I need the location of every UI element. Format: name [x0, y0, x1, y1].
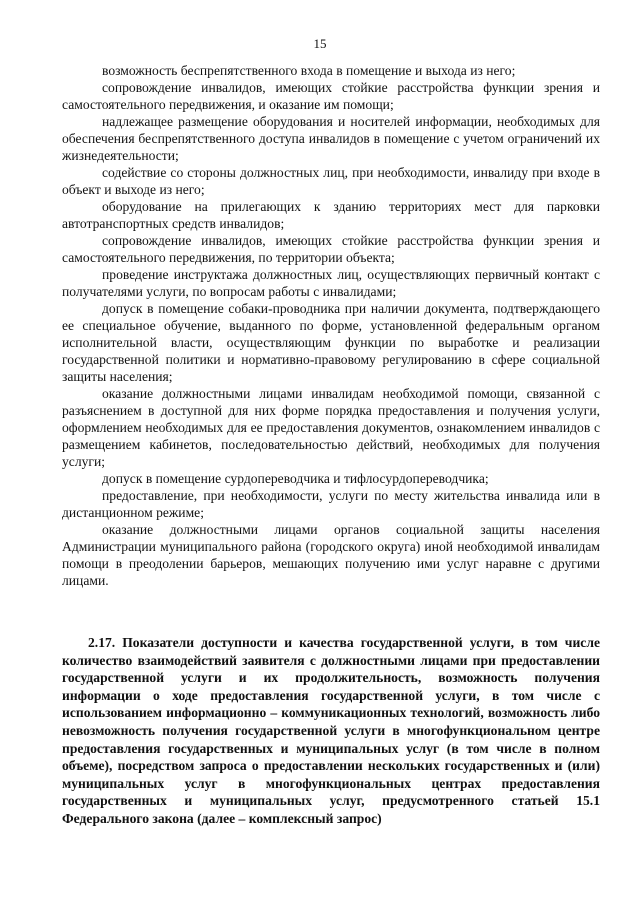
paragraph: содействие со стороны должностных лиц, при необходимости, инвалиду при входе в объект и выходе из него;: [62, 165, 600, 197]
paragraph: сопровождение инвалидов, имеющих стойкие расстройства функции зрения и самостоятельного передвижения, по территории объекта;: [62, 233, 600, 265]
paragraph: допуск в помещение сурдопереводчика и тифлосурдопереводчика;: [102, 471, 489, 486]
paragraph: оборудование на прилегающих к зданию территориях мест для парковки автотранспортных средств инвалидов;: [62, 199, 600, 231]
page-number: 15: [313, 36, 327, 51]
paragraph: надлежащее размещение оборудования и носителей информации, необходимых для обеспечения беспрепятственного доступа инвалидов в помещение с учетом ограничений их жизнедеятельности;: [62, 114, 600, 163]
paragraph: допуск в помещение собаки-проводника при наличии документа, подтверждающего ее специальное обучение, выданного по форме, установленной федеральным органом исполнительной власти, осуществляющим функции по выработке и реализации государственной политики и нормативно-правовому регулированию в сфере социальной защиты населения;: [62, 301, 600, 384]
paragraph: оказание должностными лицами инвалидам необходимой помощи, связанной с разъяснением в доступной для них форме порядка предоставления и получения услуги, оформлением необходимых для ее предоставления документов, ознакомлением инвалидов с размещением кабинетов, последовательностью действий, необходимых для получения услуги;: [62, 386, 600, 469]
paragraph: возможность беспрепятственного входа в помещение и выхода из него;: [102, 63, 516, 78]
paragraph: проведение инструктажа должностных лиц, осуществляющих первичный контакт с получателями услуги, по вопросам работы с инвалидами;: [62, 267, 600, 299]
body-text: [62, 62, 600, 589]
section-2-17: [62, 634, 600, 828]
paragraph: оказание должностными лицами органов социальной защиты населения Администрации муниципального района (городского округа) иной необходимой инвалидам помощи в преодолении барьеров, мешающих получению ими услуг наравне с другими лицами.: [62, 522, 600, 588]
section-heading: 2.17. Показатели доступности и качества государственной услуги, в том числе количество взаимодействий заявителя с должностными лицами при предоставлении государственной услуги и их продолжительность, возможность получения информации о ходе предоставления государственной услуги, в том числе с использованием информационно – коммуникационных технологий, возможность либо невозможность получения государственной услуги в многофункциональном центре предоставления государственных и муниципальных услуг (в том числе в полном объеме), посредством запроса о предоставлении нескольких государственных и (или) муниципальных услуг в многофункциональных центрах предоставления государственных и муниципальных услуг, предусмотренного статьей 15.1 Федерального закона (далее – комплексный запрос): [62, 635, 600, 826]
paragraph: сопровождение инвалидов, имеющих стойкие расстройства функции зрения и самостоятельного передвижения, и оказание им помощи;: [62, 80, 600, 112]
paragraph: предоставление, при необходимости, услуги по месту жительства инвалида или в дистанционном режиме;: [62, 488, 600, 520]
